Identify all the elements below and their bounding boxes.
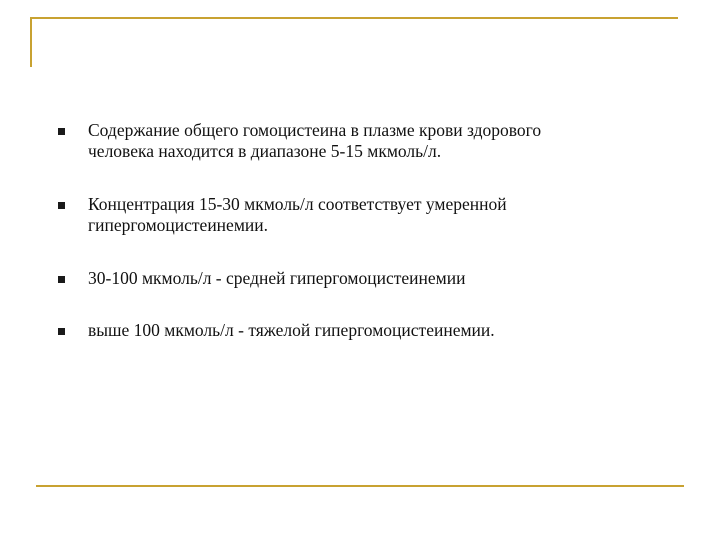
bullet-square-icon (58, 128, 65, 135)
bullet-square-icon (58, 276, 65, 283)
bullet-text: Содержание общего гомоцистеина в плазме крови здорового человека находится в диапазоне 5-15 мкмоль/л. (88, 120, 542, 161)
bullet-text: выше 100 мкмоль/л - тяжелой гипергомоцистеинемии. (88, 320, 495, 340)
bullet-square-icon (58, 328, 65, 335)
bullet-text: 30-100 мкмоль/л - средней гипергомоцистеинемии (88, 268, 466, 288)
bullet-text: Концентрация 15-30 мкмоль/л соответствует умеренной гипергомоцистеинемии. (88, 194, 507, 235)
bullet-square-icon (58, 202, 65, 209)
